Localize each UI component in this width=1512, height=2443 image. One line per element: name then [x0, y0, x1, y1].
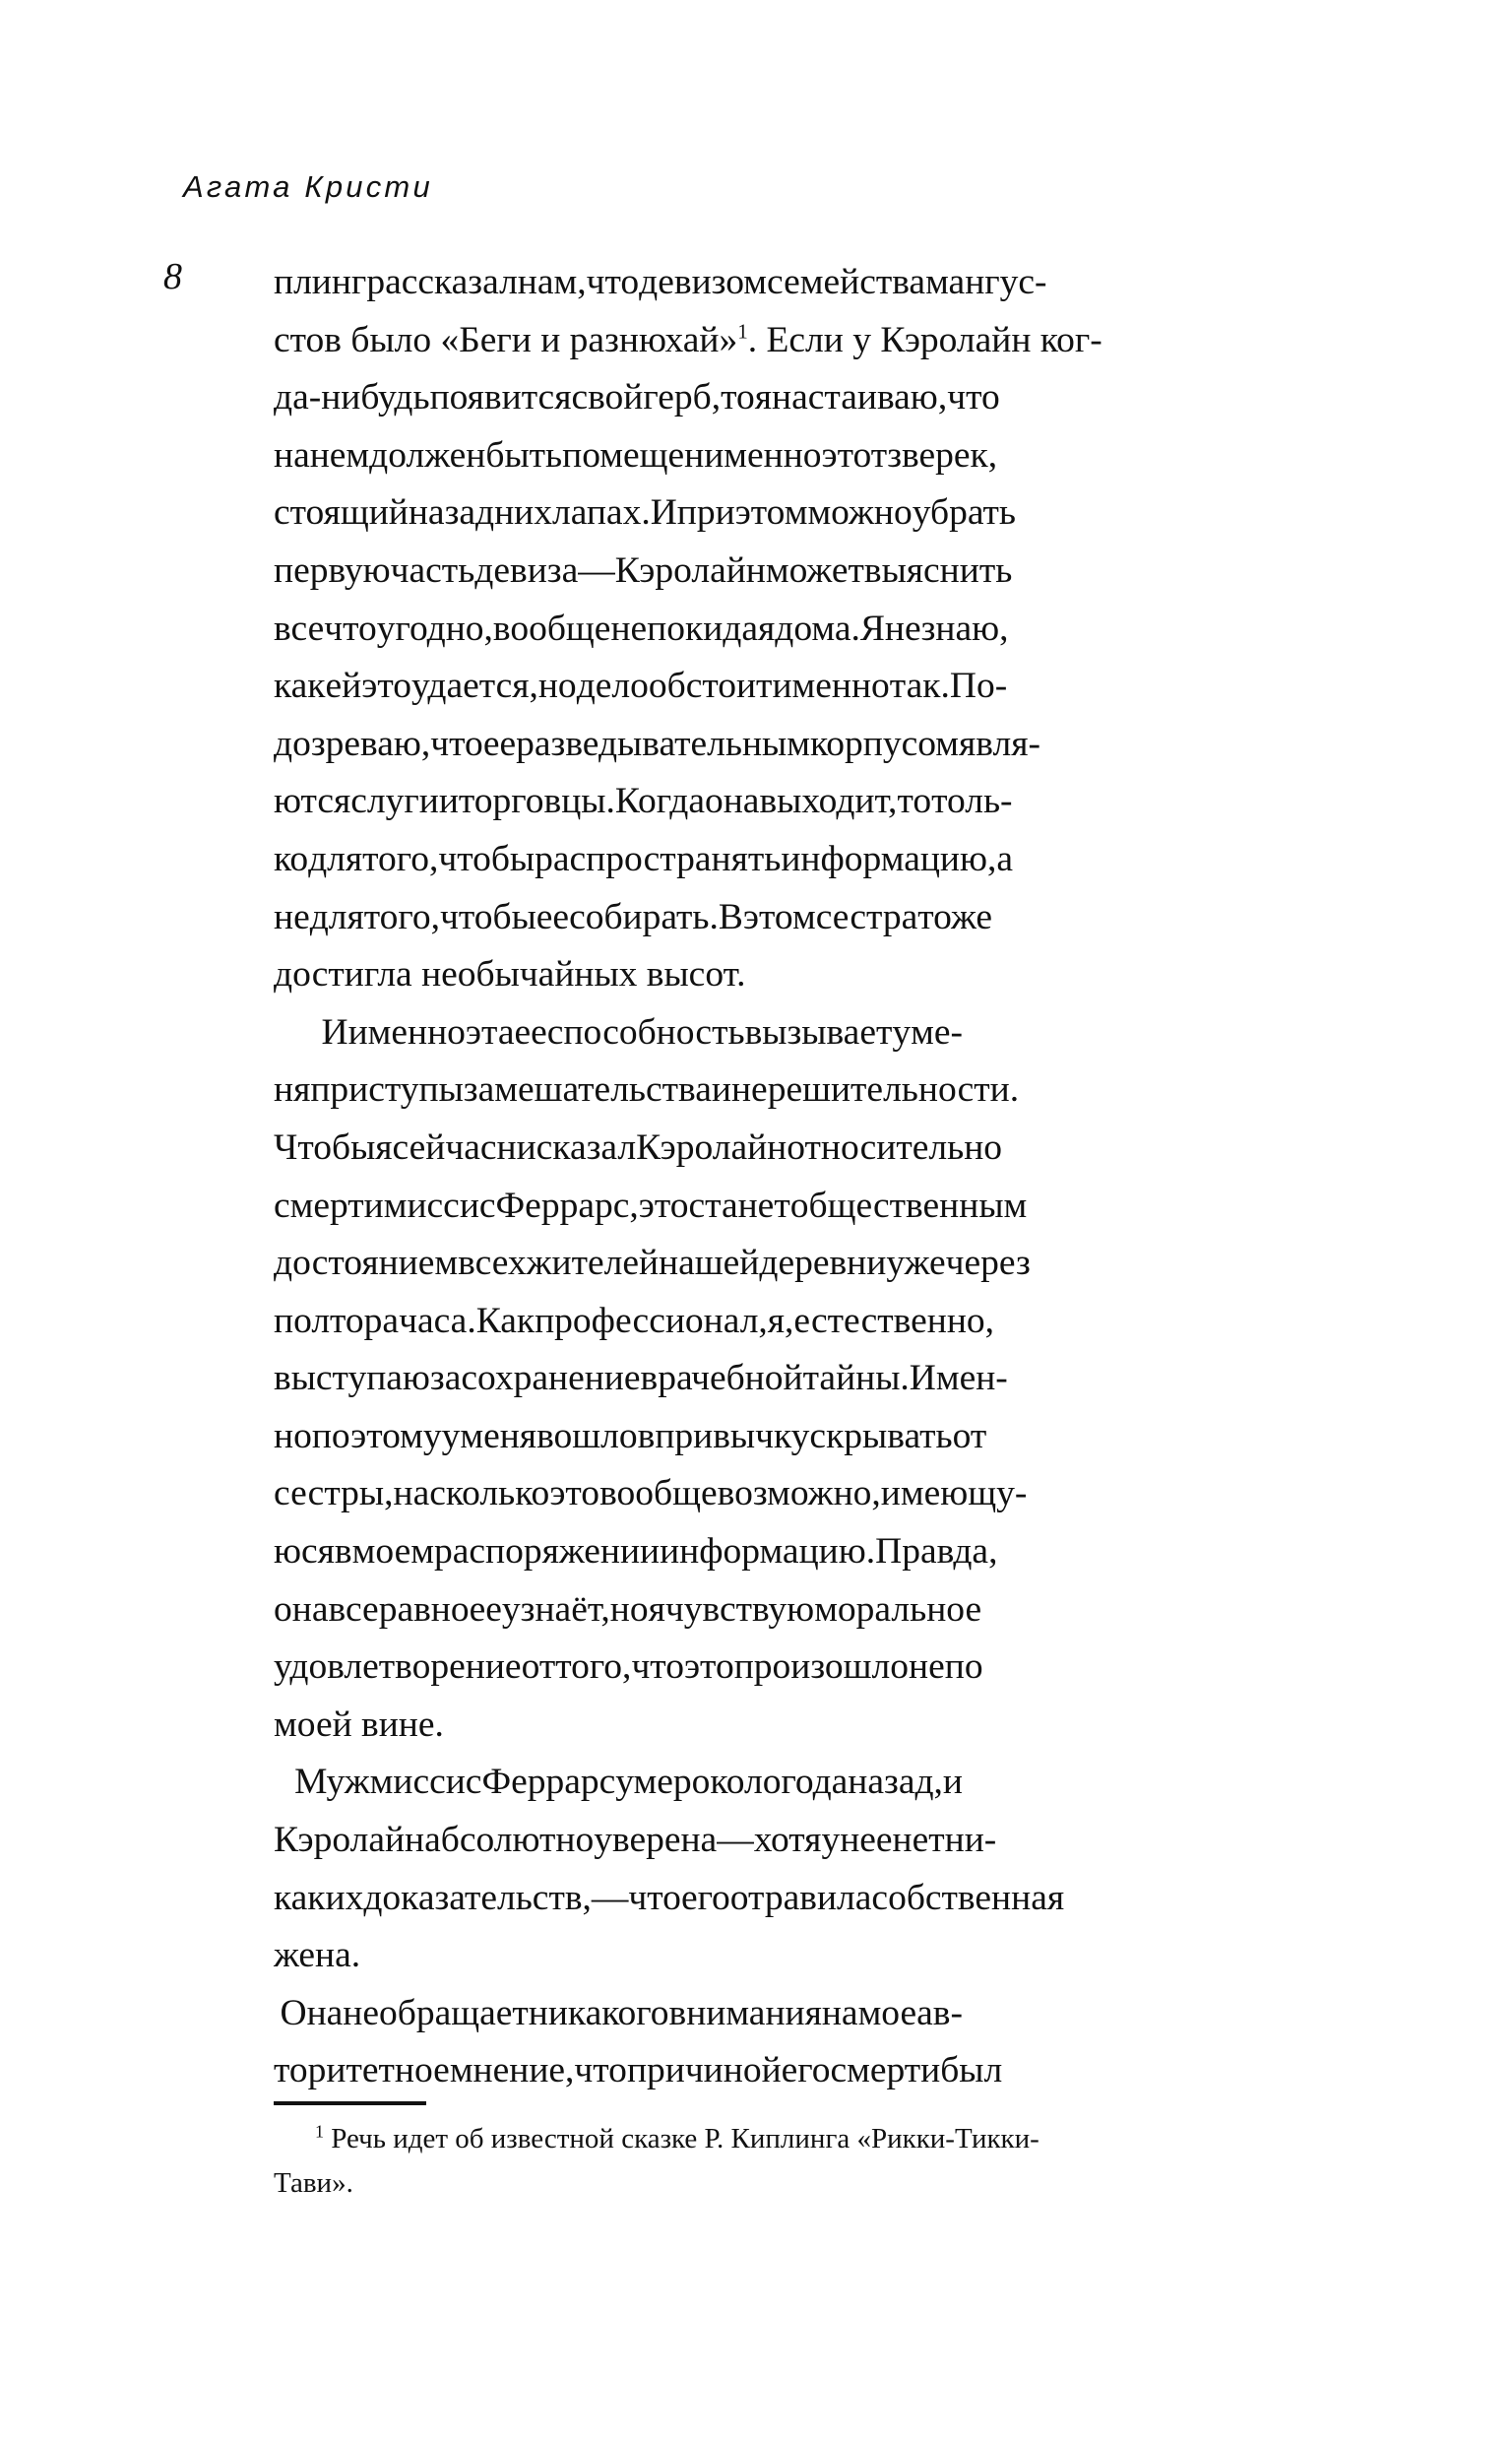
body-word: от — [952, 1415, 987, 1456]
body-word: профессионал, — [535, 1300, 768, 1341]
body-word: ее — [482, 723, 517, 764]
body-word: относительно — [787, 1126, 1003, 1168]
body-line — [274, 889, 993, 947]
body-word: выяснить — [863, 549, 1013, 591]
body-line — [274, 1061, 1020, 1120]
body-word: так. — [889, 666, 950, 707]
body-text: стов было «Беги и разнюхай» — [274, 319, 738, 360]
body-word: толь- — [931, 781, 1013, 822]
paragraph-indent — [274, 1004, 321, 1062]
body-line — [274, 2042, 1003, 2100]
body-word: всех — [458, 1243, 527, 1284]
body-word: слуги — [350, 781, 439, 822]
body-word: Кэролайн — [614, 549, 766, 591]
body-word: не — [909, 1646, 945, 1688]
body-word: По- — [949, 666, 1008, 707]
body-word: разведывательным — [516, 723, 810, 764]
body-word: угодно, — [376, 608, 493, 649]
body-word: что — [586, 262, 640, 302]
body-word: а — [996, 838, 1014, 879]
body-word: и — [942, 1762, 963, 1803]
body-word: удается, — [410, 666, 538, 707]
body-word: убрать — [912, 492, 1016, 534]
body-word: деревни — [759, 1243, 887, 1284]
body-word: В — [718, 896, 743, 937]
body-word: ме- — [911, 1011, 963, 1053]
body-word: чтобы — [439, 896, 536, 937]
body-word: уже — [886, 1243, 946, 1284]
body-word: нерешительности. — [730, 1069, 1020, 1111]
body-word: это — [638, 1185, 689, 1226]
body-word: жителей — [526, 1243, 660, 1284]
body-line — [274, 1927, 963, 1985]
body-word: и — [711, 1069, 731, 1111]
body-word: того, — [362, 838, 439, 879]
body-word: на — [274, 434, 310, 476]
body-word: настаиваю, — [772, 377, 948, 418]
body-word: И — [321, 1011, 348, 1053]
body-word: стоящий — [274, 492, 409, 534]
body-word: этом — [734, 492, 808, 534]
body-word: но — [537, 666, 577, 707]
body-word: часа. — [399, 1300, 476, 1341]
body-word: его — [680, 1877, 730, 1918]
body-word: эта — [465, 1011, 515, 1053]
body-word: задних — [444, 492, 552, 534]
body-text: жена. — [274, 1935, 361, 1976]
footnote-text: Тави». — [274, 2167, 353, 2199]
body-word: распоряжении — [433, 1531, 661, 1573]
body-word: привычку — [655, 1415, 810, 1456]
body-line — [274, 427, 998, 485]
body-word: ни — [496, 1126, 536, 1168]
body-word: появится — [429, 377, 572, 418]
body-word: Имен- — [909, 1358, 1008, 1399]
body-word: сестра — [815, 896, 918, 937]
footnote-block — [274, 2117, 1040, 2206]
body-word: Она — [280, 1992, 344, 2033]
body-line — [274, 1465, 1028, 1523]
body-word: через — [945, 1243, 1031, 1284]
body-word: сказал — [536, 1126, 637, 1168]
body-word: все — [328, 1588, 379, 1630]
body-word: того, — [363, 896, 440, 937]
body-word: возможно, — [717, 1473, 881, 1514]
body-word: Феррарс, — [495, 1185, 639, 1226]
body-word: что — [324, 608, 377, 649]
body-word: замешательства — [463, 1069, 712, 1111]
page-number: 8 — [163, 256, 182, 297]
body-word: но — [609, 1588, 649, 1630]
body-word: этот — [821, 434, 888, 476]
body-word: равно — [378, 1588, 470, 1630]
body-word: насколько — [393, 1473, 550, 1514]
body-word: имеющу- — [880, 1473, 1028, 1514]
body-word: что — [947, 377, 1000, 418]
body-word: мнение, — [449, 2050, 575, 2091]
body-line — [274, 601, 1009, 659]
body-word: первую — [274, 549, 391, 591]
body-word: дело — [576, 666, 649, 707]
body-word: ются — [274, 781, 351, 822]
body-word: достоянием — [274, 1243, 459, 1284]
body-word: ни- — [944, 1820, 997, 1861]
body-line — [274, 1408, 987, 1466]
body-line — [274, 1235, 1031, 1293]
body-word: я — [375, 1126, 393, 1168]
footnote-separator-rule — [274, 2101, 426, 2105]
body-word: этом — [742, 896, 816, 937]
body-word: тайны. — [802, 1358, 910, 1399]
body-line — [274, 1697, 963, 1755]
body-word: то — [897, 781, 932, 822]
body-word: обращает — [379, 1992, 529, 2033]
body-word: узнаёт, — [501, 1588, 610, 1630]
body-word: корпусом — [809, 723, 960, 764]
body-word: бы — [332, 1126, 376, 1168]
body-word: поэтому — [311, 1415, 442, 1456]
body-word: знаю, — [920, 608, 1009, 649]
body-word: я, — [767, 1300, 794, 1341]
footnote-line — [274, 2117, 1040, 2161]
body-word: — — [578, 549, 615, 591]
body-word: чувствую — [664, 1588, 815, 1630]
body-word: смерти — [830, 2050, 941, 2091]
body-line — [274, 1985, 963, 2043]
body-word: его — [781, 2050, 831, 2091]
body-word: собирать. — [569, 896, 719, 937]
body-word: умер — [615, 1762, 692, 1803]
body-word: это — [683, 1646, 734, 1688]
body-word: то — [721, 377, 755, 418]
body-line — [274, 1812, 997, 1870]
body-word: Феррарс — [481, 1762, 616, 1803]
body-word: плинг — [274, 262, 367, 302]
body-word: тоже — [917, 896, 993, 937]
body-word: ко — [274, 838, 309, 879]
body-word: общественным — [789, 1185, 1028, 1226]
body-word: нашей — [659, 1243, 760, 1284]
body-word: дозреваю, — [274, 723, 431, 764]
body-word: отравила — [729, 1877, 872, 1918]
body-word: не — [343, 1992, 379, 2033]
body-word: не — [274, 896, 310, 937]
body-word: Муж — [294, 1762, 370, 1803]
body-word: того, — [555, 1646, 632, 1688]
body-word: никакого — [528, 1992, 669, 2033]
body-word: вообще — [599, 1473, 718, 1514]
body-word: у — [892, 1011, 912, 1053]
body-word: зверек, — [887, 434, 998, 476]
body-word: удовлетворение — [274, 1646, 522, 1688]
footnote-marker: 1 — [315, 2121, 324, 2142]
body-word: — — [717, 1820, 754, 1861]
body-word: моем — [351, 1531, 434, 1573]
body-word: не — [884, 608, 921, 649]
body-word: информацию. — [660, 1531, 876, 1573]
body-word: Кэролайн — [636, 1126, 788, 1168]
body-word: не — [610, 608, 648, 649]
body-word: Я — [859, 608, 885, 649]
body-word: девизом — [639, 262, 767, 302]
body-word: года — [781, 1762, 849, 1803]
body-word: Когда — [614, 781, 705, 822]
body-word: хотя — [753, 1820, 822, 1861]
body-word: сохранение — [461, 1358, 641, 1399]
body-word: торговцы. — [458, 781, 615, 822]
footnote-reference-marker[interactable]: 1 — [737, 319, 748, 344]
body-line — [274, 1120, 1003, 1178]
body-word: да-нибудь — [274, 377, 430, 418]
body-word: что — [628, 1877, 681, 1918]
body-word: смерти — [274, 1185, 384, 1226]
body-word: нем — [309, 434, 370, 476]
body-word: девиза — [474, 549, 579, 591]
running-head: Агата Кристи — [183, 169, 433, 204]
body-text: . Если у Кэролайн ког- — [747, 319, 1102, 360]
body-word: информацию, — [781, 838, 997, 879]
body-word: миссис — [369, 1762, 482, 1803]
body-word: сейчас — [392, 1126, 497, 1168]
body-line — [274, 369, 1000, 427]
body-word: нам, — [517, 262, 587, 302]
body-line — [274, 716, 1040, 774]
body-line — [274, 1581, 982, 1639]
body-word: свой — [571, 377, 644, 418]
body-word: мое — [857, 1992, 917, 2033]
body-word: около — [691, 1762, 782, 1803]
body-word: часть — [390, 549, 475, 591]
body-line — [274, 312, 1102, 370]
body-word: — — [591, 1877, 629, 1918]
body-line — [274, 773, 1013, 831]
body-word: моральное — [814, 1588, 982, 1630]
body-word: мангус- — [925, 262, 1047, 302]
body-word: чтобы — [438, 838, 536, 879]
body-word: нет — [892, 1820, 945, 1861]
body-word: абсолютно — [424, 1820, 595, 1861]
body-word: при — [676, 492, 735, 534]
body-line — [274, 1293, 995, 1351]
body-word: как — [274, 666, 326, 707]
body-word: она — [274, 1588, 329, 1630]
body-word: рассказал — [366, 262, 518, 302]
body-word: скрывать — [809, 1415, 953, 1456]
body-text-block — [274, 254, 1102, 2100]
body-word: что — [631, 1646, 684, 1688]
body-word: она — [704, 781, 760, 822]
body-word: для — [309, 896, 364, 937]
body-text: достигла необычайных высот. — [274, 954, 746, 996]
body-word: можно — [807, 492, 913, 534]
body-word: миссис — [383, 1185, 496, 1226]
body-word: именно — [772, 666, 890, 707]
body-line — [274, 831, 1014, 889]
body-word: по — [944, 1646, 983, 1688]
body-word: явля- — [959, 723, 1040, 764]
body-word: приступы — [310, 1069, 464, 1111]
body-word: нее — [840, 1820, 893, 1861]
footnote-text: Речь идет об известной сказке Р. Киплинга «Рикки-Тикки- — [324, 2123, 1040, 2154]
body-word: распространять — [535, 838, 782, 879]
body-word: помещен — [562, 434, 705, 476]
body-line — [274, 254, 1047, 312]
body-line — [274, 1639, 983, 1697]
body-word: Кэролайн — [274, 1820, 425, 1861]
paragraph-indent — [274, 1754, 294, 1812]
body-word: каких — [274, 1877, 364, 1918]
body-line — [274, 1004, 963, 1062]
body-word: полтора — [274, 1300, 400, 1341]
body-word: герб, — [643, 377, 722, 418]
body-word: на — [408, 492, 445, 534]
body-word: все — [274, 608, 325, 649]
body-word: произошло — [733, 1646, 910, 1688]
body-word: от — [521, 1646, 556, 1688]
body-word: ей — [325, 666, 362, 707]
body-word: у — [441, 1415, 461, 1456]
body-line — [274, 1870, 1065, 1928]
body-word: вообще — [492, 608, 611, 649]
body-word: причиной — [626, 2050, 782, 2091]
body-word: Как — [475, 1300, 536, 1341]
body-text: моей вине. — [274, 1704, 444, 1745]
body-line — [274, 1178, 1028, 1236]
body-word: вошло — [536, 1415, 638, 1456]
body-word: торитетное — [274, 2050, 450, 2091]
body-line — [274, 946, 963, 1004]
body-word: доказательств, — [363, 1877, 592, 1918]
body-word: меня — [460, 1415, 537, 1456]
body-word: юся — [274, 1531, 335, 1573]
body-word: внимания — [668, 1992, 822, 2033]
body-word: именно — [347, 1011, 466, 1053]
body-word: в — [334, 1531, 352, 1573]
body-word: Что — [274, 1126, 333, 1168]
body-word: естественно, — [793, 1300, 995, 1341]
body-line — [274, 484, 1016, 543]
body-line — [274, 1350, 1008, 1408]
body-word: это — [361, 666, 411, 707]
body-word: я — [754, 377, 773, 418]
body-word: врачебной — [640, 1358, 803, 1399]
body-line — [274, 1523, 998, 1581]
body-line — [274, 658, 1008, 716]
body-word: лапах. — [552, 492, 651, 534]
body-word: собственная — [871, 1877, 1065, 1918]
body-line — [274, 1754, 963, 1812]
body-word: Правда, — [875, 1531, 998, 1573]
body-word: у — [821, 1820, 841, 1861]
body-word: я — [648, 1588, 665, 1630]
body-word: выступаю — [274, 1358, 430, 1399]
body-word: и — [438, 781, 459, 822]
body-word: ня — [274, 1069, 311, 1111]
body-word: должен — [369, 434, 486, 476]
body-word: станет — [688, 1185, 790, 1226]
body-word: на — [821, 1992, 858, 2033]
body-word: это — [549, 1473, 600, 1514]
body-line — [274, 543, 1013, 601]
body-word: ав- — [916, 1992, 963, 2033]
body-word: может — [765, 549, 864, 591]
body-word: за — [429, 1358, 462, 1399]
body-word: способность — [546, 1011, 745, 1053]
body-word: что — [574, 2050, 627, 2091]
body-word: выходит, — [759, 781, 898, 822]
body-word: дома. — [775, 608, 860, 649]
body-word: покидая — [647, 608, 776, 649]
body-word: был — [940, 2050, 1003, 2091]
body-word: но — [274, 1415, 312, 1456]
body-word: сестры, — [274, 1473, 394, 1514]
body-word: ее — [469, 1588, 502, 1630]
body-word: уверена — [594, 1820, 718, 1861]
body-word: назад, — [848, 1762, 943, 1803]
body-word: семейства — [767, 262, 926, 302]
body-word: в — [637, 1415, 656, 1456]
body-word: быть — [485, 434, 563, 476]
body-word: что — [430, 723, 483, 764]
body-word: обстоит — [648, 666, 773, 707]
body-word: именно — [704, 434, 822, 476]
body-word: ее — [514, 1011, 547, 1053]
footnote-line — [274, 2161, 963, 2206]
body-word: вызывает — [744, 1011, 893, 1053]
body-word: ее — [536, 896, 570, 937]
body-word: для — [308, 838, 363, 879]
body-word: И — [650, 492, 677, 534]
